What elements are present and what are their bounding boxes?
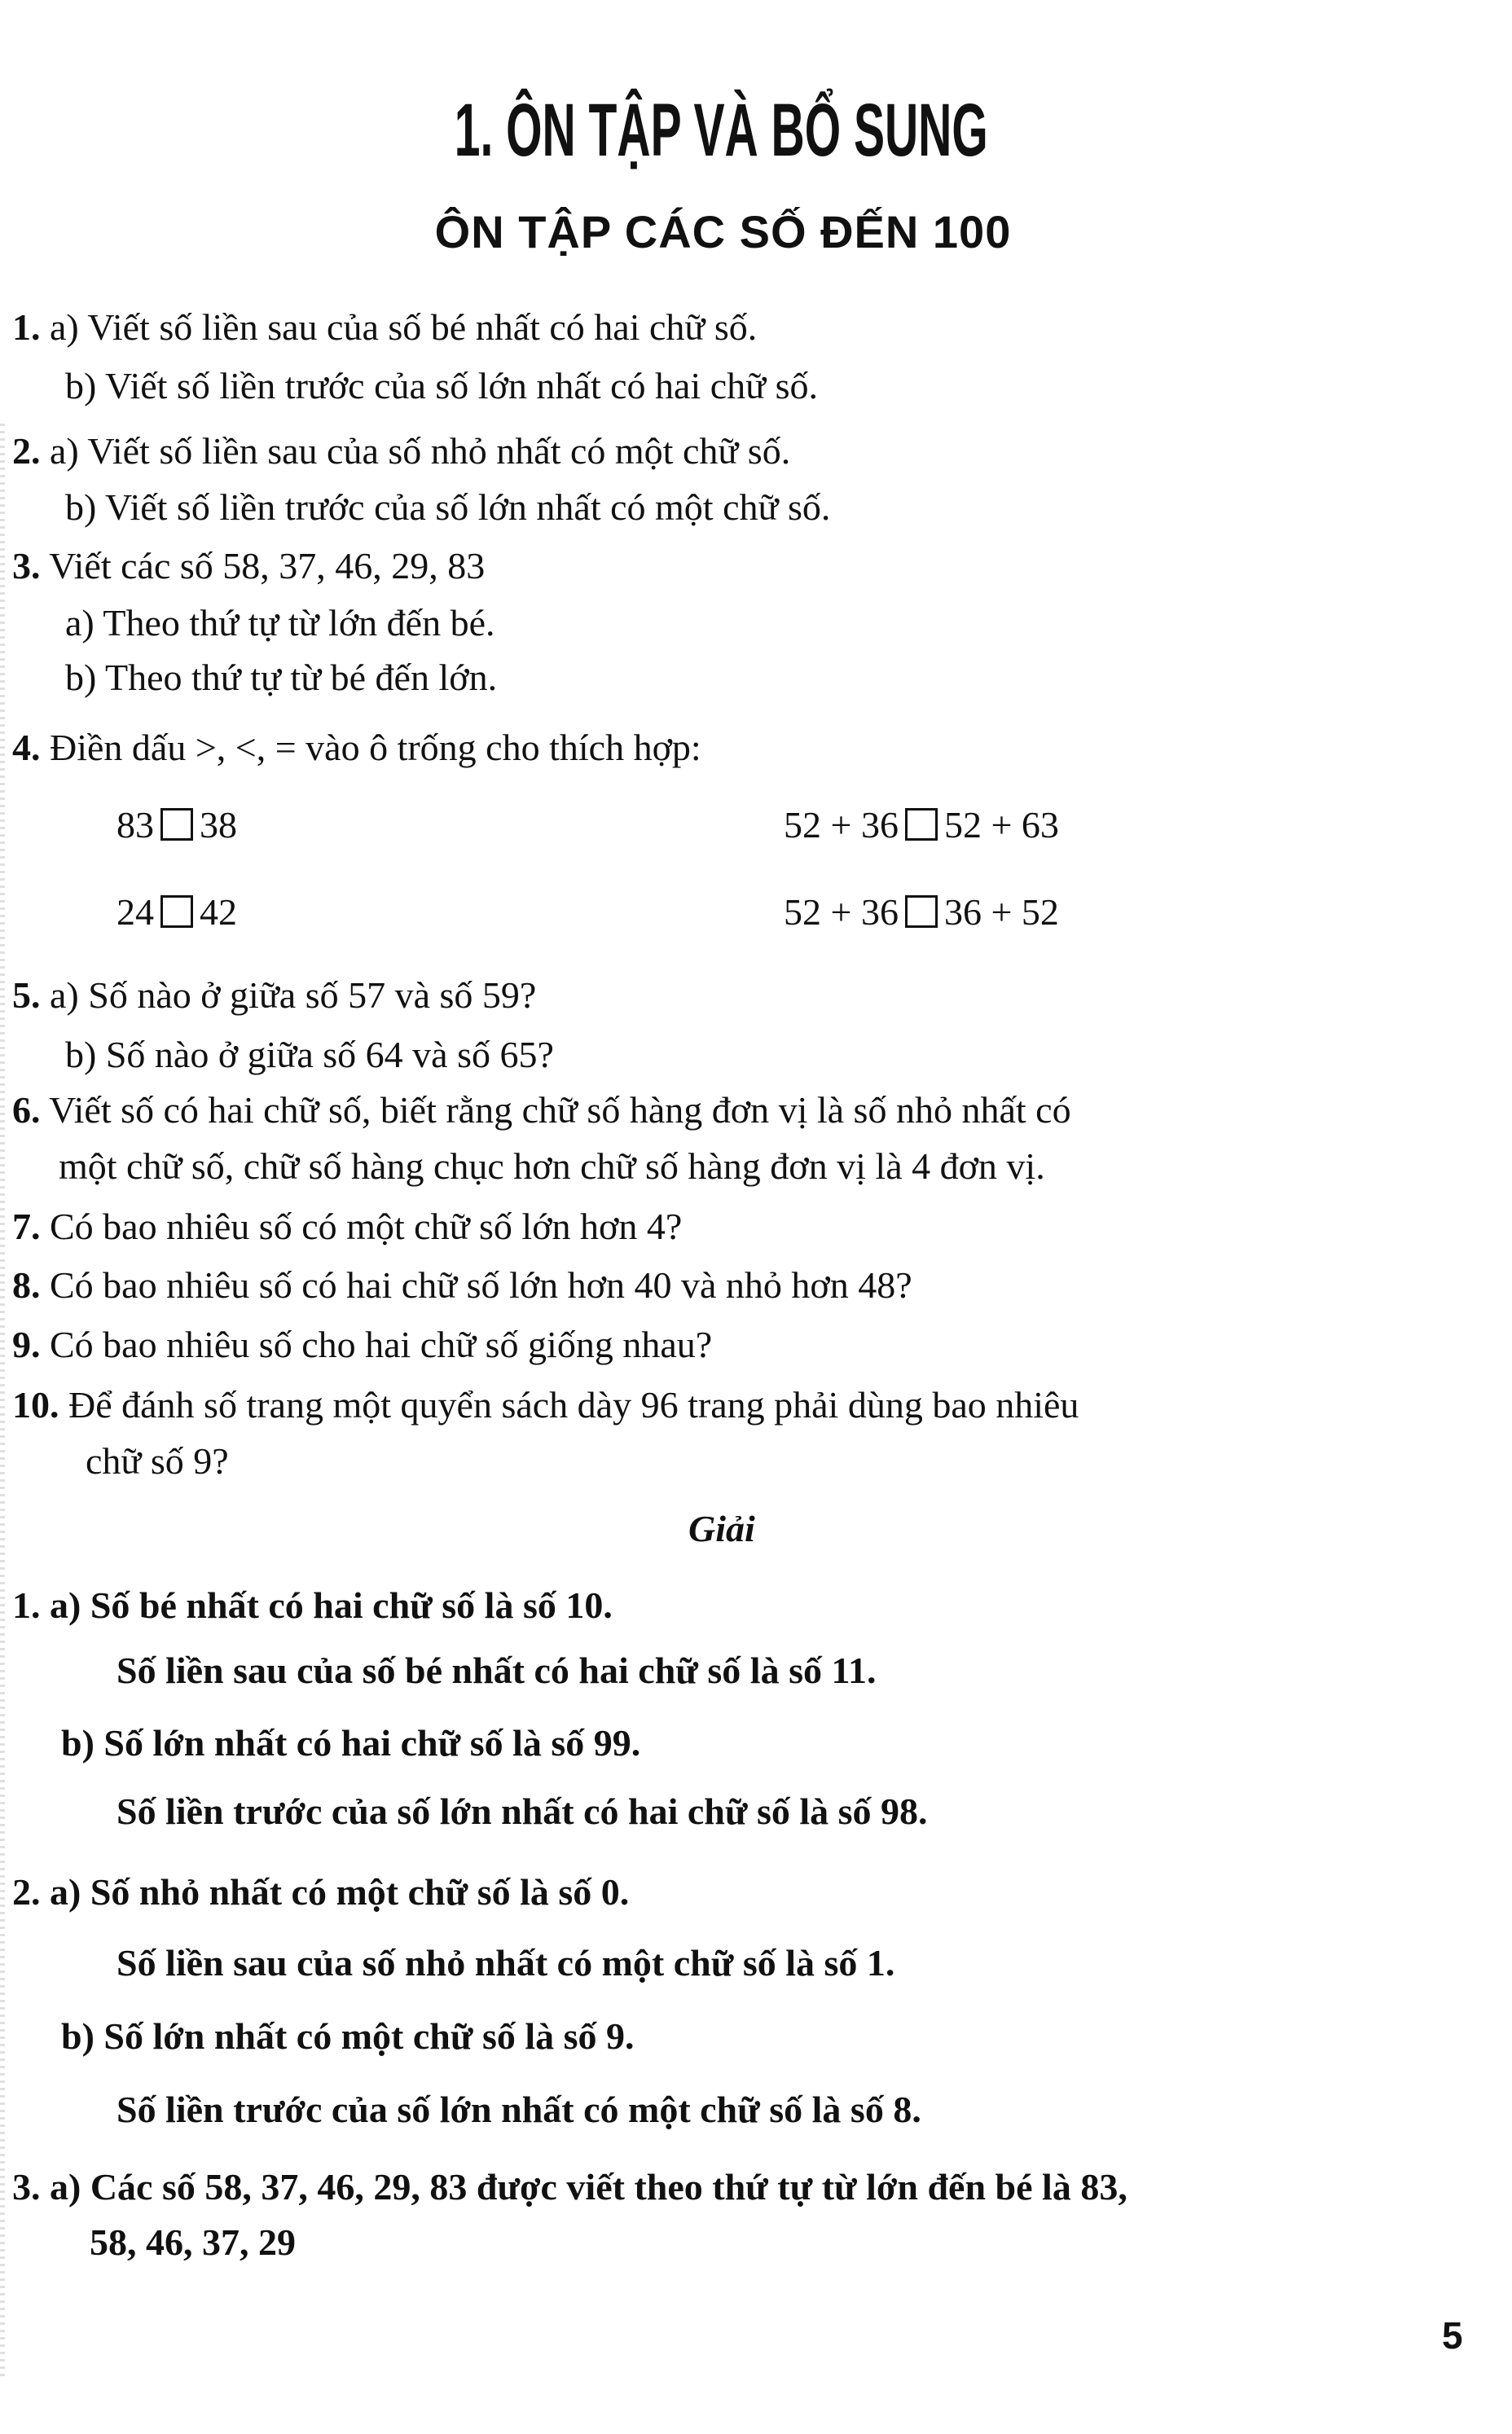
answer-box[interactable] xyxy=(160,895,193,928)
section-title: ÔN TẬP CÁC SỐ ĐẾN 100 xyxy=(434,206,1012,257)
solution-line: 1. a) Số bé nhất có hai chữ số là số 10. xyxy=(12,1584,613,1626)
problem-line: a) Theo thứ tự từ lớn đến bé. xyxy=(65,602,495,644)
solution-line: 3. a) Các số 58, 37, 46, 29, 83 được viết theo thứ tự từ lớn đến bé là 83, xyxy=(12,2166,1127,2208)
problem-line: b) Viết số liền trước của số lớn nhất có một chữ số. xyxy=(65,486,831,528)
problem-line: b) Số nào ở giữa số 64 và số 65? xyxy=(65,1034,554,1075)
comparison: 83 38 xyxy=(116,804,237,846)
problem-line: 8. Có bao nhiêu số có hai chữ số lớn hơn 40 và nhỏ hơn 48? xyxy=(12,1264,912,1306)
problem-line: 5. a) Số nào ở giữa số 57 và số 59? xyxy=(12,974,537,1016)
problem-line: b) Viết số liền trước của số lớn nhất có hai chữ số. xyxy=(65,365,818,406)
problem-line: 1. a) Viết số liền sau của số bé nhất có hai chữ số. xyxy=(12,306,758,348)
solution-line: Số liền sau của số bé nhất có hai chữ số là số 11. xyxy=(116,1650,877,1691)
answer-box[interactable] xyxy=(160,808,193,841)
answer-box[interactable] xyxy=(905,808,938,841)
problem-line: 4. Điền dấu >, <, = vào ô trống cho thích hợp: xyxy=(12,727,701,768)
problem-line: 3. Viết các số 58, 37, 46, 29, 83 xyxy=(12,545,486,587)
comparison: 52 + 36 52 + 63 xyxy=(784,804,1059,846)
chapter-title: 1. ÔN TẬP VÀ BỔ SUNG xyxy=(454,89,988,172)
solution-line: Số liền trước của số lớn nhất có hai chữ số là số 98. xyxy=(116,1790,928,1832)
problem-line: 2. a) Viết số liền sau của số nhỏ nhất có một chữ số. xyxy=(12,430,791,472)
problem-line: chữ số 9? xyxy=(86,1440,229,1482)
problem-line: 6. Viết số có hai chữ số, biết rằng chữ số hàng đơn vị là số nhỏ nhất có xyxy=(12,1089,1071,1131)
solution-heading: Giải xyxy=(688,1508,755,1549)
solution-line: b) Số lớn nhất có hai chữ số là số 99. xyxy=(61,1722,641,1764)
problem-line: 10. Để đánh số trang một quyển sách dày 96 trang phải dùng bao nhiêu xyxy=(12,1384,1079,1426)
problem-line: một chữ số, chữ số hàng chục hơn chữ số hàng đơn vị là 4 đơn vị. xyxy=(59,1145,1045,1187)
problem-line: 7. Có bao nhiêu số có một chữ số lớn hơn 4? xyxy=(12,1206,683,1247)
page-number: 5 xyxy=(1442,2314,1463,2357)
problem-line: 9. Có bao nhiêu số cho hai chữ số giống nhau? xyxy=(12,1324,713,1365)
comparison: 52 + 36 36 + 52 xyxy=(784,891,1059,933)
comparison: 24 42 xyxy=(116,891,237,933)
solution-line: Số liền sau của số nhỏ nhất có một chữ số là số 1. xyxy=(116,1942,895,1984)
answer-box[interactable] xyxy=(905,895,938,928)
solution-line: 58, 46, 37, 29 xyxy=(90,2221,296,2263)
scan-edge xyxy=(0,424,5,2379)
solution-line: Số liền trước của số lớn nhất có một chữ số là số 8. xyxy=(116,2089,921,2130)
solution-line: 2. a) Số nhỏ nhất có một chữ số là số 0. xyxy=(12,1871,630,1913)
solution-line: b) Số lớn nhất có một chữ số là số 9. xyxy=(61,2015,635,2057)
problem-line: b) Theo thứ tự từ bé đến lớn. xyxy=(65,657,498,698)
